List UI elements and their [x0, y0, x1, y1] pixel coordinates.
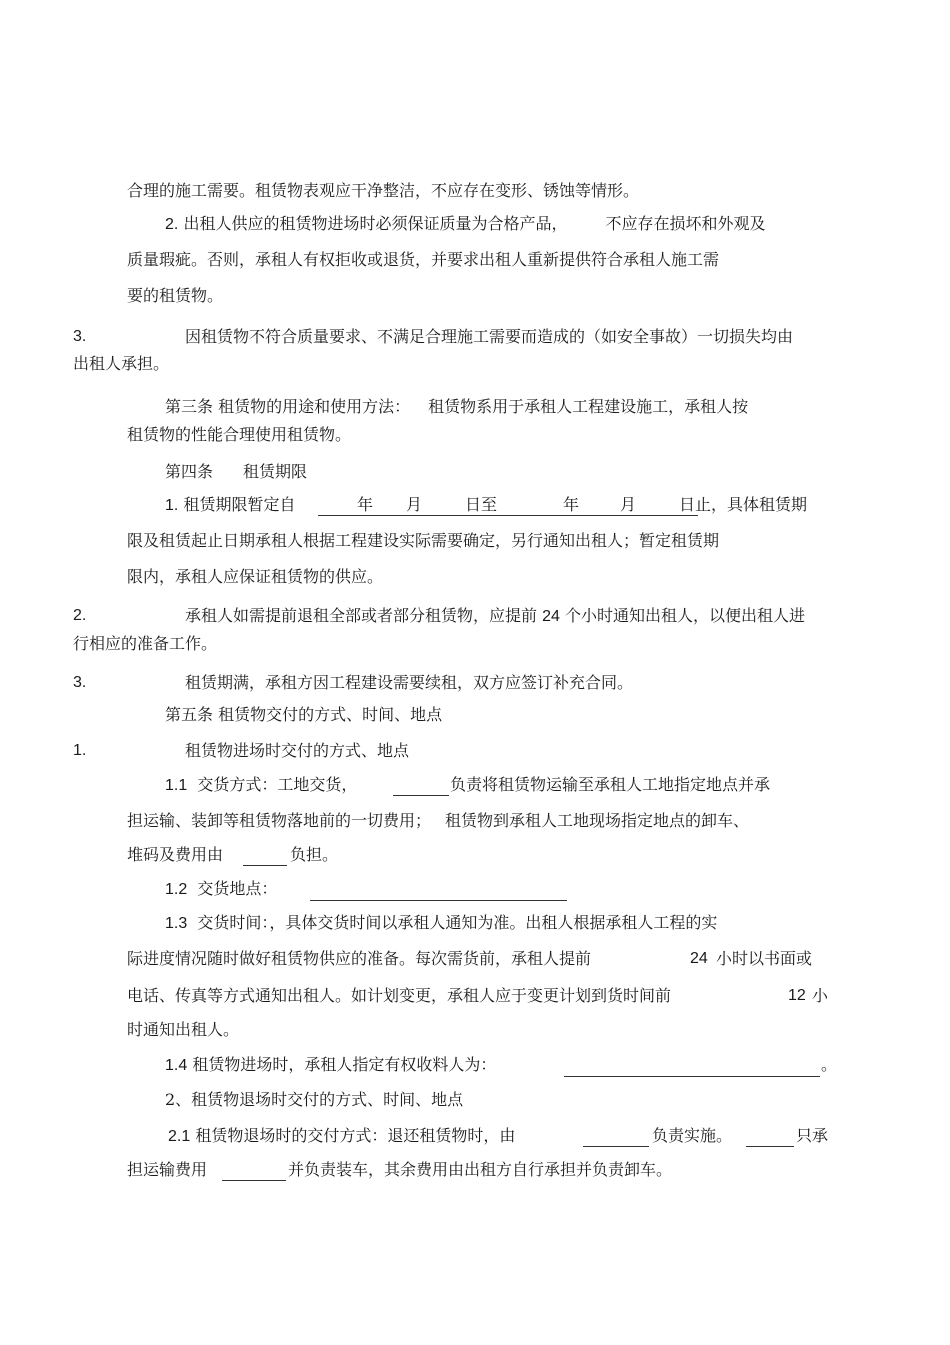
blank-line: [393, 775, 449, 796]
text-span: 个小时通知出租人，以便出租人进: [565, 606, 806, 625]
paragraph-line: 质量瑕疵。否则，承租人有权拒收或退货，并要求出租人重新提供符合承租人施工需: [127, 250, 720, 269]
text-span: 月: [620, 495, 637, 514]
text-span: 交货方式：工地交货，: [197, 775, 358, 794]
text-span: 负担。: [290, 845, 339, 864]
paragraph-line: [165, 495, 295, 516]
paragraph-line: 限内，承租人应保证租赁物的供应。: [127, 567, 384, 586]
text-span: 交货地点：: [197, 879, 278, 898]
paragraph-line: 堆码及费用由: [127, 845, 224, 864]
paragraph-line: [168, 1126, 515, 1147]
item-number: 1.4: [165, 1057, 188, 1074]
paragraph-line: [165, 879, 277, 900]
paragraph-line: 合理的施工需要。租赁物表观应干净整洁，不应存在变形、锈蚀等情形。: [127, 181, 640, 200]
paragraph-line: 要的租赁物。: [127, 286, 224, 305]
text-span: 担运输、装卸等租赁物落地前的一切费用；: [127, 811, 432, 830]
item-number: 2.: [165, 216, 179, 233]
paragraph-line: [127, 811, 749, 831]
text-span: 负责将租赁物运输至承租人工地指定地点并承: [450, 775, 771, 794]
text-span: 月: [406, 495, 423, 514]
item-number: 2.: [73, 607, 87, 624]
article-heading: [165, 397, 748, 417]
blank-line: [746, 1126, 794, 1147]
paragraph-line: 因租赁物不符合质量要求、不满足合理施工需要而造成的（如安全事故）一切损失均由: [185, 327, 794, 346]
paragraph-line: 租赁物进场时交付的方式、地点: [185, 741, 410, 760]
text-span: 第三条: [165, 397, 214, 416]
paragraph-line: 时通知出租人。: [127, 1020, 240, 1039]
number-span: 12: [788, 987, 806, 1004]
paragraph-line: [165, 214, 765, 235]
item-number: 3.: [73, 674, 87, 691]
paragraph-line: 际进度情况随时做好租赁物供应的准备。每次需货前，承租人提前: [127, 949, 592, 968]
item-number: 1.1: [165, 777, 188, 794]
text-span: 租赁物进场时，承租人指定有权收料人为：: [192, 1055, 497, 1074]
text-span: 第五条: [165, 705, 214, 724]
text-span: 租赁物系用于承租人工程建设施工，承租人按: [428, 397, 749, 416]
paragraph-line: 出租人承担。: [73, 354, 170, 373]
text-span: 只承: [796, 1126, 829, 1145]
item-number: 1.3: [165, 915, 188, 932]
paragraph-line: 行相应的准备工作。: [73, 634, 218, 653]
paragraph-line: 担运输费用: [127, 1160, 208, 1179]
text-span: 第四条: [165, 462, 214, 481]
text-span: 租赁期限暂定自: [183, 495, 296, 514]
paragraph-line: 租赁期满，承租方因工程建设需要续租，双方应签订补充合同。: [185, 673, 634, 692]
blank-line: [583, 1126, 649, 1147]
text-span: 承租人如需提前退租全部或者部分租赁物，应提前: [185, 606, 538, 625]
number-span: 24: [542, 608, 560, 625]
section-heading: 2、租赁物退场时交付的方式、时间、地点: [165, 1090, 464, 1109]
text-span: 出租人供应的租赁物进场时必须保证质量为合格产品，: [183, 214, 568, 233]
item-number: 1.: [165, 497, 179, 514]
paragraph-line: [165, 913, 717, 934]
text-span: 租赁物到承租人工地现场指定地点的卸车、: [445, 811, 750, 830]
paragraph-line: [185, 606, 805, 627]
text-span: 日止，具体租赁期: [679, 495, 808, 514]
number-span: 24: [690, 950, 708, 967]
text-span: 交货时间：，具体交货时间以承租人通知为准。出租人根据承租人工程的实: [197, 913, 718, 932]
text-span: 不应存在损坏和外观及: [605, 214, 766, 233]
blank-line: [222, 1160, 286, 1181]
article-heading: [165, 462, 307, 482]
text-span: 年: [357, 495, 374, 514]
text-span: 。: [821, 1055, 838, 1074]
text-span: 并负责装车，其余费用由出租方自行承担并负责卸车。: [288, 1160, 673, 1179]
text-span: 日至: [465, 495, 498, 514]
item-number: 2.1: [168, 1128, 191, 1145]
blank-line: [564, 1056, 820, 1077]
text-span: 租赁物退场时的交付方式：退还租赁物时，由: [195, 1126, 516, 1145]
blank-line: [243, 845, 287, 866]
paragraph-line: 电话、传真等方式通知出租人。如计划变更，承租人应于变更计划到货时间前: [127, 986, 672, 1005]
text-span: 租赁物的用途和使用方法：: [218, 397, 411, 416]
text-span: 租赁期限: [243, 462, 308, 481]
date-blank-line: [318, 495, 698, 516]
item-number: 1.: [73, 742, 87, 759]
text-span: 年: [563, 495, 580, 514]
blank-line: [310, 880, 567, 901]
item-number: 3.: [73, 328, 87, 345]
paragraph-line: [165, 775, 357, 796]
paragraph-line: 租赁物的性能合理使用租赁物。: [127, 425, 352, 444]
paragraph-line: [165, 1055, 496, 1076]
paragraph-line: 限及租赁起止日期承租人根据工程建设实际需要确定，另行通知出租人；暂定租赁期: [127, 531, 720, 550]
text-span: 租赁物交付的方式、时间、地点: [218, 705, 443, 724]
text-span: 负责实施。: [652, 1126, 733, 1145]
text-span: 小时以书面或: [716, 949, 813, 968]
item-number: 1.2: [165, 881, 188, 898]
text-span: 小: [812, 986, 829, 1005]
article-heading: [165, 705, 442, 725]
